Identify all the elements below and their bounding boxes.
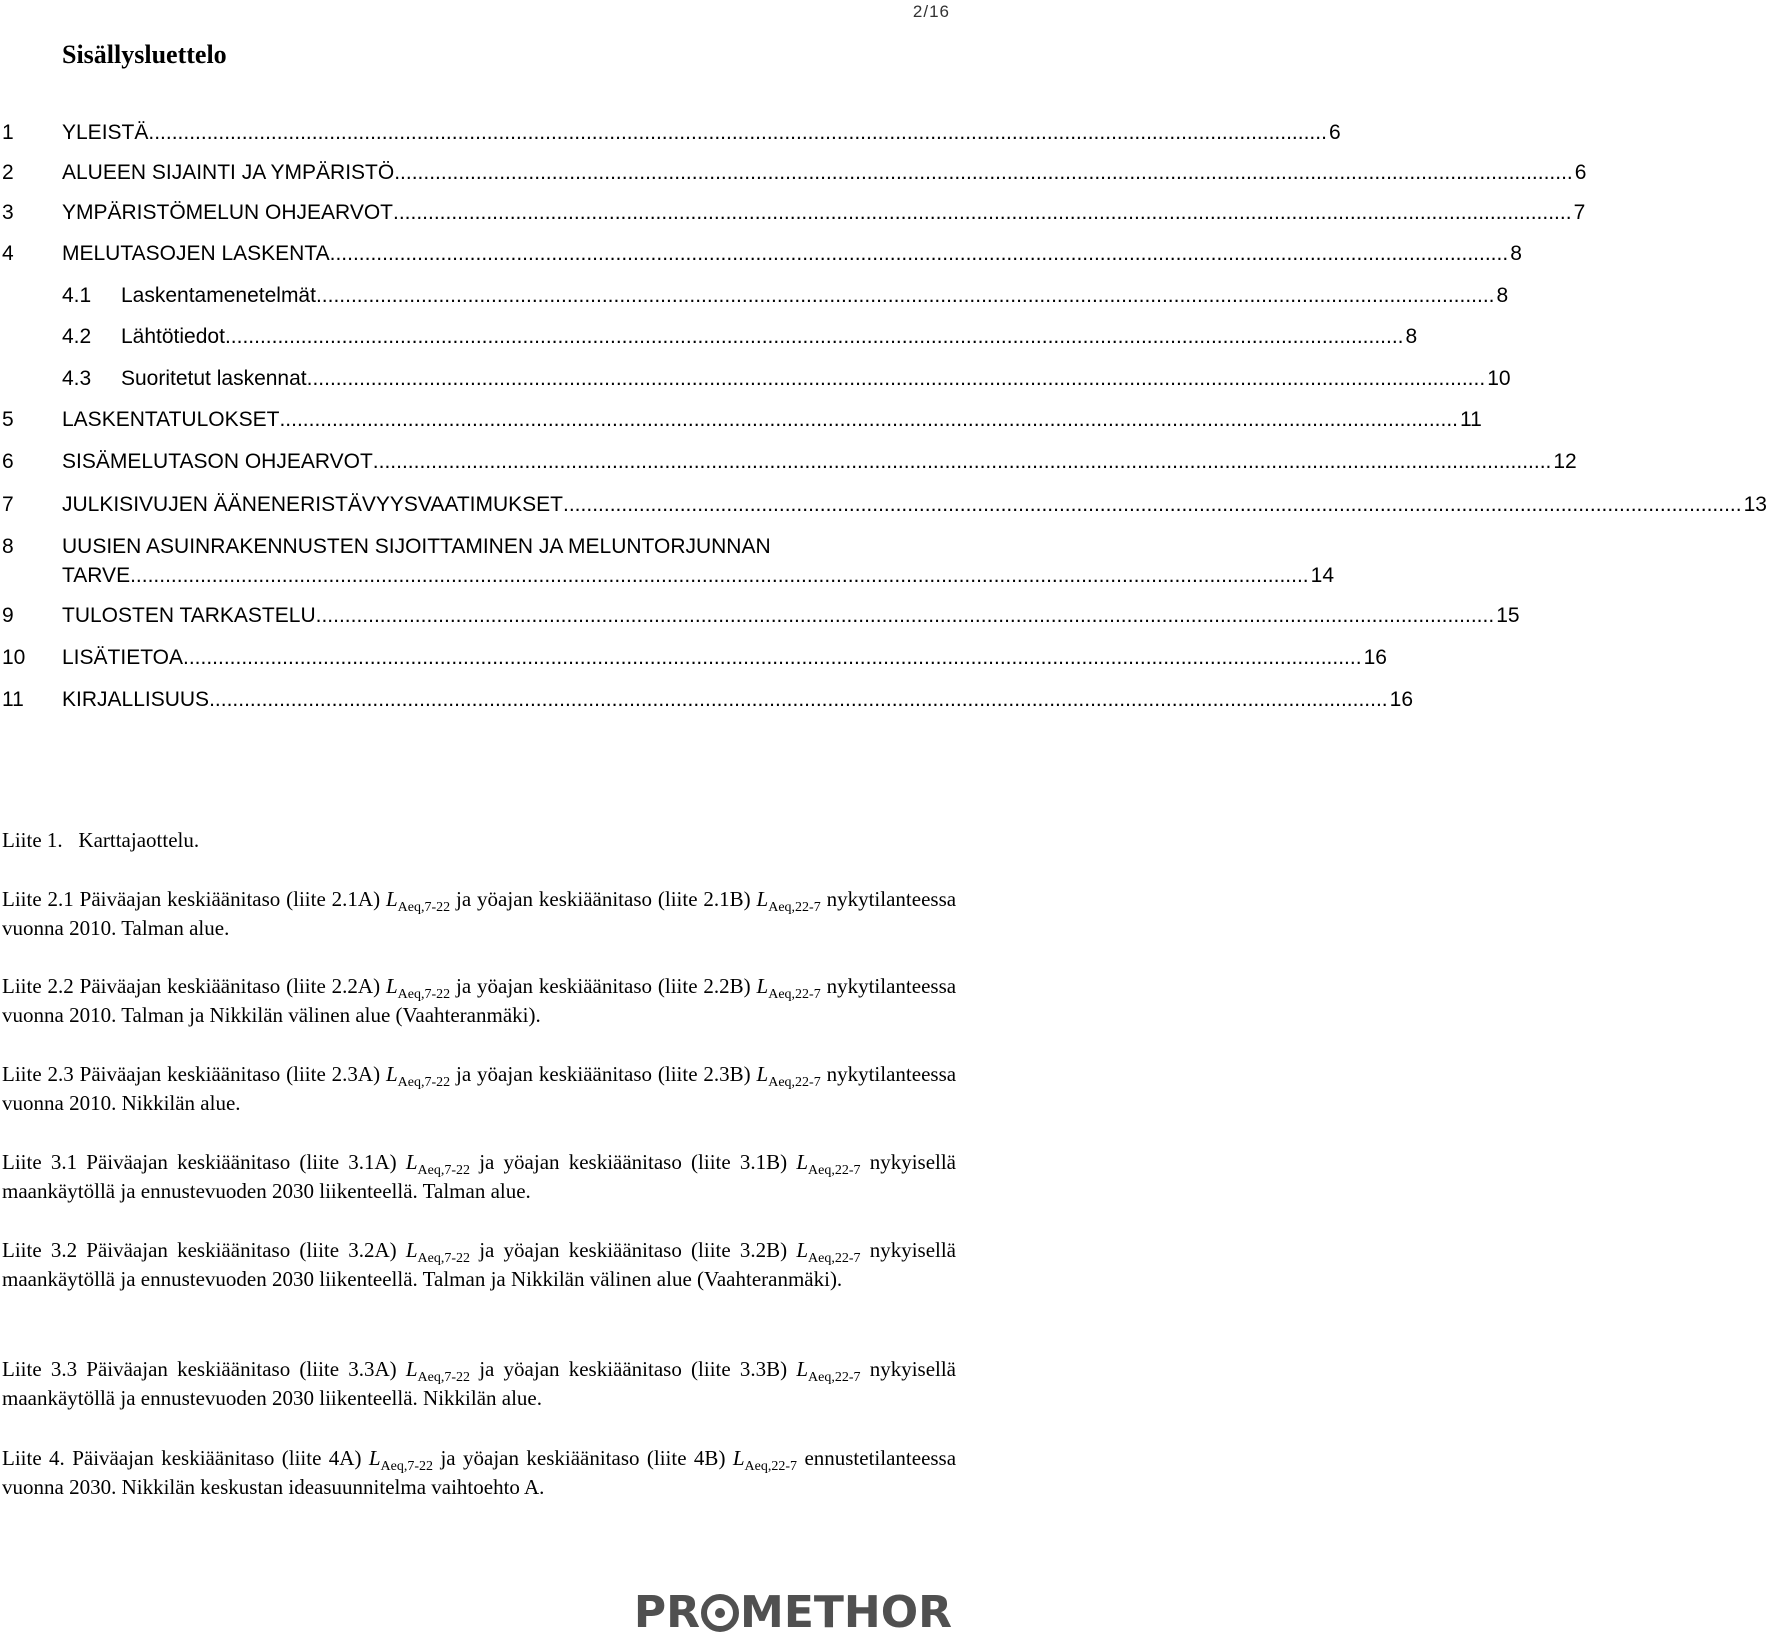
symbol-subscript: Aeq,22-7 — [808, 1163, 861, 1179]
toc-leader-dots: .......................................................................................................................................................................................................... — [306, 367, 1486, 390]
toc-number: 4.2 — [62, 325, 92, 348]
toc-text: ALUEEN SIJAINTI JA YMPÄRISTÖ — [62, 161, 395, 184]
toc-text: JULKISIVUJEN ÄÄNENERISTÄVYYSVAATIMUKSET — [62, 493, 564, 516]
appendix-2-2 — [2, 972, 956, 1030]
appendix-text: Päiväajan keskiäänitaso (liite 2.1A) — [79, 887, 381, 911]
toc-leader-dots: .......................................................................................................................................................................................................... — [393, 201, 1572, 224]
toc-leader-dots: .......................................................................................................................................................................................................... — [329, 242, 1509, 265]
toc-entry-3[interactable] — [0, 201, 1586, 241]
appendix-text: ja yöajan keskiäänitaso (liite 2.1B) — [456, 887, 751, 911]
symbol-l: L — [756, 974, 769, 998]
toc-number: 4 — [2, 242, 14, 265]
toc-leader-dots: .......................................................................................................................................................................................................... — [563, 493, 1742, 516]
appendix-3-3 — [2, 1355, 956, 1413]
appendix-text: nykyisellä maankäytöllä ja ennustevuoden 2030 liikenteellä. Talman alue. — [2, 1150, 957, 1203]
appendix-text: nykyisellä maankäytöllä ja ennustevuoden 2030 liikenteellä. Talman ja Nikkilän välinen alue (Vaahteranmäki). — [2, 1238, 957, 1291]
toc-entry-9[interactable] — [0, 604, 1520, 644]
toc-number: 10 — [2, 646, 26, 669]
toc-entry-1[interactable] — [0, 121, 1341, 161]
appendix-text: Päiväajan keskiäänitaso (liite 3.2A) — [86, 1238, 397, 1262]
toc-page: 16 — [1363, 646, 1387, 669]
appendix-text: Karttajaottelu. — [78, 828, 200, 852]
toc-leader-dots: .......................................................................................................................................................................................................... — [209, 688, 1388, 711]
toc-page: 16 — [1389, 688, 1413, 711]
toc-number: 4.1 — [62, 284, 92, 307]
symbol-subscript: Aeq,22-7 — [768, 1075, 821, 1091]
appendix-text: Päiväajan keskiäänitaso (liite 2.2A) — [79, 974, 381, 998]
toc-text-line1: UUSIEN ASUINRAKENNUSTEN SIJOITTAMINEN JA MELUNTORJUNNAN — [62, 535, 771, 558]
symbol-l: L — [405, 1357, 418, 1381]
toc-text: TULOSTEN TARKASTELU — [62, 604, 316, 627]
toc-text: Suoritetut laskennat — [121, 367, 307, 390]
symbol-l: L — [385, 974, 398, 998]
toc-text: Lähtötiedot — [121, 325, 225, 348]
appendix-text: ja yöajan keskiäänitaso (liite 2.3B) — [456, 1062, 751, 1086]
logo-text-post: METHOR — [740, 1587, 952, 1638]
symbol-l: L — [756, 887, 769, 911]
toc-page: 8 — [1510, 242, 1522, 265]
toc-entry-2[interactable] — [0, 161, 1587, 201]
appendix-text: nykytilanteessa vuonna 2010. Nikkilän alue. — [2, 1062, 957, 1115]
appendix-label: Liite 3.3 — [2, 1357, 78, 1381]
toc-number: 2 — [2, 161, 14, 184]
toc-page: 10 — [1487, 367, 1511, 390]
symbol-subscript: Aeq,7-22 — [397, 900, 451, 916]
toc-leader-dots: .......................................................................................................................................................................................................... — [279, 408, 1459, 431]
appendix-text: nykyisellä maankäytöllä ja ennustevuoden 2030 liikenteellä. Nikkilän alue. — [2, 1357, 957, 1410]
symbol-subscript: Aeq,7-22 — [417, 1251, 471, 1267]
toc-entry-4[interactable] — [0, 242, 1522, 282]
toc-entry-6[interactable] — [0, 450, 1577, 490]
appendix-text: ja yöajan keskiäänitaso (liite 3.1B) — [479, 1150, 788, 1174]
toc-text-line2: TARVE — [62, 564, 131, 587]
appendix-1 — [2, 826, 956, 855]
appendix-text: ja yöajan keskiäänitaso (liite 3.3B) — [479, 1357, 788, 1381]
appendix-4 — [2, 1444, 956, 1502]
appendix-2-3 — [2, 1060, 956, 1118]
symbol-subscript: Aeq,7-22 — [417, 1163, 471, 1179]
toc-text: LISÄTIETOA — [62, 646, 183, 669]
toc-leader-dots: .......................................................................................................................................................................................................... — [148, 121, 1327, 144]
toc-page: 6 — [1328, 121, 1341, 144]
toc-text: MELUTASOJEN LASKENTA — [62, 242, 330, 265]
symbol-l: L — [368, 1446, 381, 1470]
toc-leader-dots: .......................................................................................................................................................................................................... — [372, 450, 1552, 473]
promethor-logo — [634, 1587, 952, 1638]
toc-leader-dots: .......................................................................................................................................................................................................... — [183, 646, 1362, 669]
toc-page: 6 — [1574, 161, 1587, 184]
appendix-label: Liite 3.2 — [2, 1238, 78, 1262]
symbol-l: L — [405, 1238, 418, 1262]
toc-leader-dots: .......................................................................................................................................................................................................... — [130, 564, 1309, 587]
appendix-text: ja yöajan keskiäänitaso (liite 4B) — [440, 1446, 726, 1470]
appendix-label: Liite 3.1 — [2, 1150, 78, 1174]
toc-entry-4-3[interactable] — [0, 367, 1511, 407]
symbol-subscript: Aeq,22-7 — [744, 1459, 798, 1475]
toc-text: SISÄMELUTASON OHJEARVOT — [62, 450, 373, 473]
appendix-text: Päiväajan keskiäänitaso (liite 4A) — [72, 1446, 362, 1470]
symbol-subscript: Aeq,22-7 — [768, 987, 821, 1003]
toc-leader-dots: .......................................................................................................................................................................................................... — [315, 604, 1495, 627]
logo-ring-icon — [701, 1594, 739, 1632]
toc-leader-dots: .......................................................................................................................................................................................................... — [394, 161, 1573, 184]
appendix-text: ja yöajan keskiäänitaso (liite 3.2B) — [479, 1238, 788, 1262]
appendix-label: Liite 4. — [2, 1446, 65, 1470]
appendix-3-1 — [2, 1148, 956, 1206]
toc-entry-10[interactable] — [0, 646, 1387, 686]
toc-page: 8 — [1405, 325, 1418, 348]
toc-text: LASKENTATULOKSET — [62, 408, 280, 431]
symbol-subscript: Aeq,7-22 — [397, 987, 451, 1003]
toc-entry-11[interactable] — [0, 688, 1413, 728]
toc-text: Laskentamenetelmät — [121, 284, 316, 307]
appendix-text: ennustetilanteessa vuonna 2030. Nikkilän keskustan ideasuunnitelma vaihtoehto A. — [2, 1446, 957, 1499]
appendix-label: Liite 2.3 — [2, 1062, 74, 1086]
symbol-l: L — [732, 1446, 745, 1470]
toc-number: 11 — [2, 688, 24, 711]
toc-entry-5[interactable] — [0, 408, 1482, 448]
logo-text-pre: PR — [633, 1587, 701, 1638]
appendix-3-2 — [2, 1236, 956, 1294]
toc-text: YMPÄRISTÖMELUN OHJEARVOT — [62, 201, 393, 224]
appendix-2-1 — [2, 885, 956, 943]
symbol-subscript: Aeq,22-7 — [808, 1370, 861, 1386]
toc-number: 1 — [2, 121, 14, 144]
symbol-subscript: Aeq,7-22 — [380, 1459, 434, 1475]
symbol-l: L — [796, 1238, 808, 1262]
symbol-subscript: Aeq,7-22 — [417, 1370, 471, 1386]
page-number: 2/16 — [912, 2, 950, 21]
symbol-subscript: Aeq,22-7 — [768, 900, 821, 916]
toc-leader-dots: .......................................................................................................................................................................................................... — [224, 325, 1404, 348]
symbol-l: L — [796, 1150, 808, 1174]
symbol-l: L — [385, 887, 398, 911]
toc-number: 4.3 — [62, 367, 92, 390]
toc-page: 12 — [1553, 450, 1577, 473]
toc-number: 7 — [2, 493, 14, 516]
appendix-text: Päiväajan keskiäänitaso (liite 3.3A) — [86, 1357, 397, 1381]
toc-entry-7[interactable] — [0, 493, 1767, 533]
appendix-text: ja yöajan keskiäänitaso (liite 2.2B) — [456, 974, 751, 998]
symbol-l: L — [756, 1062, 769, 1086]
toc-leader-dots: .......................................................................................................................................................................................................... — [315, 284, 1495, 307]
toc-number: 8 — [2, 535, 14, 558]
appendix-text: nykytilanteessa vuonna 2010. Talman alue. — [2, 887, 957, 940]
toc-page: 11 — [1460, 408, 1482, 431]
toc-page: 8 — [1496, 284, 1509, 307]
toc-page: 7 — [1573, 201, 1586, 224]
toc-number: 9 — [2, 604, 14, 627]
appendix-label: Liite 1. — [2, 828, 63, 852]
toc-page: 15 — [1496, 604, 1520, 627]
toc-text: KIRJALLISUUS — [62, 688, 210, 711]
toc-entry-4-1[interactable] — [0, 284, 1509, 324]
toc-text: YLEISTÄ — [62, 121, 149, 144]
appendix-text: Päiväajan keskiäänitaso (liite 3.1A) — [86, 1150, 397, 1174]
appendix-label: Liite 2.1 — [2, 887, 74, 911]
symbol-subscript: Aeq,7-22 — [397, 1075, 451, 1091]
symbol-l: L — [385, 1062, 398, 1086]
toc-entry-4-2[interactable] — [0, 325, 1418, 365]
toc-entry-8[interactable] — [0, 535, 1335, 597]
toc-page: 14 — [1310, 564, 1335, 587]
appendix-text: nykytilanteessa vuonna 2010. Talman ja Nikkilän välinen alue (Vaahteranmäki). — [2, 974, 957, 1027]
toc-number: 3 — [2, 201, 14, 224]
toc-page: 13 — [1743, 493, 1767, 516]
toc-number: 5 — [2, 408, 14, 431]
toc-number: 6 — [2, 450, 14, 473]
symbol-l: L — [796, 1357, 808, 1381]
symbol-l: L — [405, 1150, 418, 1174]
appendix-text: Päiväajan keskiäänitaso (liite 2.3A) — [79, 1062, 381, 1086]
page-title: Sisällysluettelo — [62, 40, 227, 69]
appendix-label: Liite 2.2 — [2, 974, 74, 998]
symbol-subscript: Aeq,22-7 — [808, 1251, 861, 1267]
